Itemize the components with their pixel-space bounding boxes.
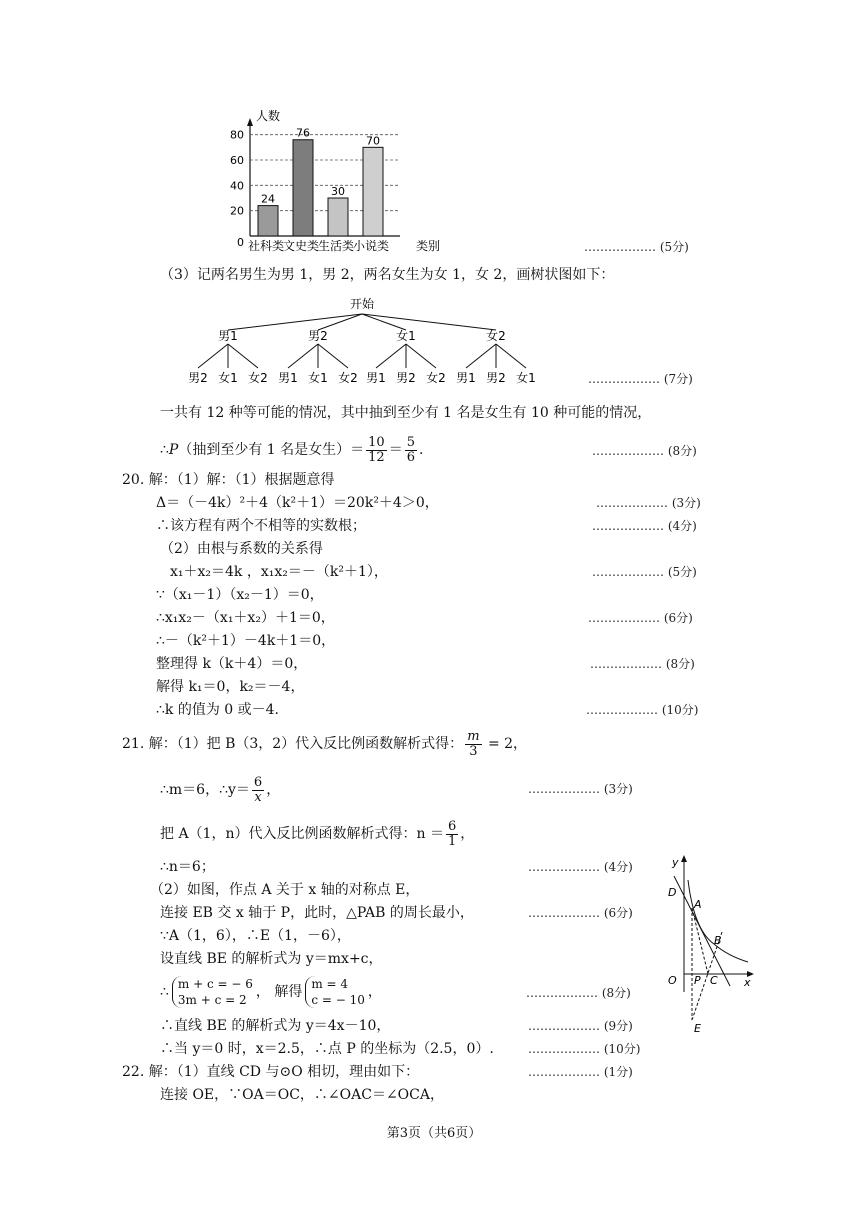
svg-text:y: y — [672, 856, 679, 869]
q19-count: 一共有 12 种等可能的情况，其中抽到至少有 1 名是女生有 10 种可能的情况， — [160, 405, 652, 421]
q21-figure — [648, 852, 756, 1042]
q21-score10: ……………… (10分) — [528, 1042, 641, 1056]
q20-line7: ∴x₁x₂－（x₁＋x₂）＋1＝0， — [156, 610, 335, 626]
q20-line8: ∴－（k²＋1）－4k＋1＝0， — [156, 633, 336, 649]
q21-line3: 把 A（1，n）代入反比例函数解析式得：n ＝ $\frac{6}{1}$ ， — [160, 818, 475, 849]
q20-line9: 整理得 k（k＋4）＝0， — [156, 656, 308, 672]
tree-node-level2: 女2 — [426, 371, 446, 385]
q21-line2: ∴m＝6，∴y＝ $\frac{6}{x}$ ， — [160, 774, 281, 805]
q21-line5: （2）如图，作点 A 关于 x 轴的对称点 E， — [150, 882, 420, 898]
y-tick-label: 0 — [237, 236, 244, 249]
tree-node-level2: 男2 — [188, 371, 208, 385]
bar-value-label: 76 — [296, 126, 310, 140]
tree-node-level2: 男1 — [456, 371, 476, 385]
y-axis-label: 人数 — [256, 109, 281, 123]
svg-text:P: P — [694, 974, 701, 987]
q19-part3: （3）记两名男生为男 1，男 2，两名女生为女 1，女 2，画树状图如下： — [160, 267, 615, 283]
score-chart: ……………… (5分) — [584, 240, 689, 254]
q21-system: ∴ m + c = − 6 3m + c = 2 ， 解得 m = 4 c = − 10 ， — [160, 977, 382, 1007]
q21-score9: ……………… (9分) — [528, 1019, 633, 1033]
tree-node-level2: 女1 — [308, 371, 328, 385]
bar-chart — [220, 108, 450, 258]
tree-node-level1: 男2 — [308, 329, 328, 343]
x-tick-label: 社科类 — [247, 239, 285, 253]
x-tick-label: 生活类 — [317, 239, 355, 253]
tree-node-level1: 男1 — [218, 329, 238, 343]
svg-text:C: C — [710, 974, 718, 987]
q20-line6: ∵（x₁－1）（x₂－1）＝0， — [156, 587, 324, 603]
q21-score2: ……………… (3分) — [528, 782, 633, 796]
svg-text:D: D — [668, 886, 677, 899]
tree-root: 开始 — [349, 297, 375, 311]
q20-line11: ∴k 的值为 0 或－4. — [156, 702, 280, 718]
y-tick-label: 60 — [230, 154, 244, 167]
tree-node-level2: 男1 — [366, 371, 386, 385]
x-tick-label: 文史类 — [282, 239, 320, 253]
q21-score4: ……………… (4分) — [528, 860, 633, 874]
svg-text:B: B — [714, 934, 722, 947]
q21-line1: 21. 解：（1）把 B（3，2）代入反比例函数解析式得： $\frac{m}{3}$ = 2， — [122, 728, 528, 759]
svg-text:A: A — [694, 898, 702, 911]
bar-value-label: 30 — [331, 185, 345, 198]
q20-score5: ……………… (5分) — [592, 565, 697, 579]
q19-probability: ∴P（抽到至少有 1 名是女生）＝ $\frac{10}{12}$ ＝ $\frac{5}{6}$ . — [160, 434, 424, 465]
q21-line6: 连接 EB 交 x 轴于 P，此时，△PAB 的周长最小， — [160, 905, 474, 921]
q20-line1: 20. 解：（1）解：（1）根据题意得 — [122, 472, 335, 488]
q21-score6: ……………… (6分) — [528, 906, 633, 920]
tree-node-level2: 女2 — [248, 371, 268, 385]
y-axis-arrow — [247, 118, 253, 126]
svg-text:O: O — [668, 974, 677, 987]
tree-node-level2: 女1 — [218, 371, 238, 385]
tree-diagram — [180, 292, 560, 392]
y-tick-label: 40 — [230, 179, 244, 193]
q21-line8: 设直线 BE 的解析式为 y＝mx+c， — [160, 951, 383, 967]
tree-node-level2: 男2 — [486, 371, 506, 385]
tree-node-level1: 女2 — [486, 329, 506, 343]
q22-line2: 连接 OE，∵OA＝OC，∴∠OAC＝∠OCA， — [160, 1087, 444, 1103]
page-footer: 第3页（共6页） — [386, 1126, 482, 1141]
tree-node-level1: 女1 — [396, 329, 416, 343]
q20-score2: ……………… (3分) — [596, 496, 701, 510]
tree-node-level2: 女2 — [338, 371, 358, 385]
q20-score11: ……………… (10分) — [586, 703, 699, 717]
q21-score-sys: ……………… (8分) — [526, 986, 631, 1000]
q20-line5: x₁＋x₂＝4k ，x₁x₂＝－（k²＋1）， — [170, 564, 388, 580]
q22-line1: 22. 解：（1）直线 CD 与⊙O 相切，理由如下： — [122, 1064, 420, 1080]
x-tick-label: 小说类 — [352, 239, 390, 253]
q20-score9: ……………… (8分) — [590, 657, 695, 671]
svg-text:x: x — [744, 976, 751, 989]
tree-node-level2: 女1 — [516, 371, 536, 385]
q20-line3: ∴该方程有两个不相等的实数根； — [156, 518, 366, 534]
q19-score: ……………… (8分) — [592, 444, 697, 458]
y-tick-label: 20 — [230, 204, 244, 218]
q21-line9: ∴直线 BE 的解析式为 y＝4x－10， — [160, 1018, 391, 1034]
bar — [258, 206, 278, 236]
q20-score3: ……………… (4分) — [592, 519, 697, 533]
score-tree: ……………… (7分) — [588, 372, 693, 386]
y-tick-label: 80 — [230, 128, 244, 142]
q21-line7: ∵A（1，6），∴E（1，－6）， — [160, 928, 351, 944]
tree-node-level2: 男2 — [396, 371, 416, 385]
tree-node-level2: 男1 — [278, 371, 298, 385]
x-axis-label: 类别 — [416, 239, 441, 253]
bar — [293, 140, 313, 236]
q20-line4: （2）由根与系数的关系得 — [160, 541, 323, 557]
q21-line4: ∴n＝6； — [160, 859, 215, 875]
q20-line2: Δ＝（－4k）²＋4（k²＋1）＝20k²＋4＞0， — [156, 495, 439, 511]
q20-line10: 解得 k₁＝0，k₂＝－4， — [156, 679, 305, 695]
svg-text:E: E — [694, 1022, 701, 1035]
bar-value-label: 24 — [261, 192, 275, 206]
q21-line10: ∴当 y＝0 时，x＝2.5，∴点 P 的坐标为（2.5，0）. — [160, 1041, 494, 1057]
q20-score7: ……………… (6分) — [588, 611, 693, 625]
q22-score1: ……………… (1分) — [528, 1065, 633, 1079]
bar — [328, 198, 348, 236]
bar — [363, 147, 383, 236]
bar-value-label: 70 — [366, 134, 380, 148]
